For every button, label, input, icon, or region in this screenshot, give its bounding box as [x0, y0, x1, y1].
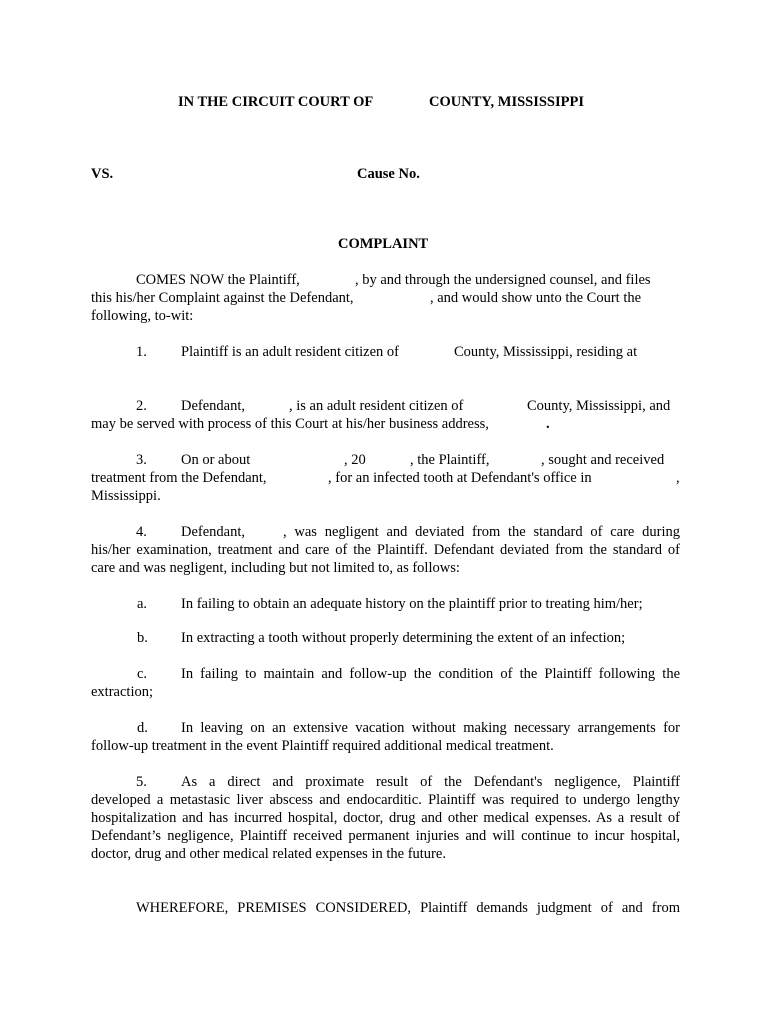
para-1-number: 1. — [136, 344, 147, 360]
item-c-letter: c. — [137, 666, 148, 682]
para-5-line-1: As a direct and proximate result of the Defendant's negligence, Plaintiff — [181, 774, 680, 790]
versus-label: VS. — [91, 166, 114, 182]
cause-number-label: Cause No. — [357, 166, 420, 182]
para-3-line-1a: On or about — [181, 452, 251, 468]
item-d-line-1: In leaving on an extensive vacation without making necessary arrangements for — [181, 720, 680, 736]
para-1-text-a: Plaintiff is an adult resident citizen of — [181, 344, 399, 360]
para-2-line-1c: County, Mississippi, and — [527, 398, 671, 414]
para-4-line-1a: Defendant, — [181, 524, 246, 540]
intro-line-2b: , and would show unto the Court the — [430, 290, 642, 306]
para-3-line-3: Mississippi. — [91, 488, 161, 504]
para-2-line-2b: . — [546, 416, 550, 432]
para-5-line-4: Defendant’s negligence, Plaintiff received permanent injuries and will continue to incur hospital, — [91, 828, 680, 844]
para-3-line-2b: , for an infected tooth at Defendant's office in — [328, 470, 592, 486]
item-a-letter: a. — [137, 596, 148, 612]
para-3-line-1c: , the Plaintiff, — [410, 452, 490, 468]
para-3-line-1d: , sought and received — [541, 452, 665, 468]
para-1-text-b: County, Mississippi, residing at — [454, 344, 638, 360]
para-2-line-1b: , is an adult resident citizen of — [289, 398, 464, 414]
item-b-text: In extracting a tooth without properly determining the extent of an infection; — [181, 630, 626, 646]
item-d-line-2: follow-up treatment in the event Plaintiff required additional medical treatment. — [91, 738, 554, 754]
para-3-line-2c: , — [676, 470, 680, 486]
para-2-line-1a: Defendant, — [181, 398, 246, 414]
para-5-line-2: developed a metastasic liver abscess and endocarditic. Plaintiff was required to undergo lengthy — [91, 792, 680, 808]
court-heading-left: IN THE CIRCUIT COURT OF — [178, 94, 374, 110]
para-4-line-1b: , was negligent and deviated from the standard of care during — [283, 524, 680, 540]
intro-line-3: following, to-wit: — [91, 308, 194, 324]
para-3-line-1b: , 20 — [344, 452, 366, 468]
para-5-number: 5. — [136, 774, 147, 790]
intro-line-1a: COMES NOW the Plaintiff, — [136, 272, 300, 288]
para-4-number: 4. — [136, 524, 147, 540]
para-5-line-3: hospitalization and has incurred hospital, doctor, drug and other medical expenses. As a result of — [91, 810, 680, 826]
intro-line-1b: , by and through the undersigned counsel, and files — [355, 272, 651, 288]
item-b-letter: b. — [137, 630, 148, 646]
item-c-line-1: In failing to maintain and follow-up the condition of the Plaintiff following the — [181, 666, 680, 682]
document-title: COMPLAINT — [338, 236, 429, 252]
para-2-line-2a: may be served with process of this Court at his/her business address, — [91, 416, 489, 432]
item-c-line-2: extraction; — [91, 684, 154, 700]
para-3-line-2a: treatment from the Defendant, — [91, 470, 267, 486]
wherefore-clause: WHEREFORE, PREMISES CONSIDERED, Plaintiff demands judgment of and from — [136, 900, 680, 916]
item-a-text: In failing to obtain an adequate history on the plaintiff prior to treating him/her; — [181, 596, 643, 612]
para-3-number: 3. — [136, 452, 147, 468]
para-4-line-3: care and was negligent, including but not limited to, as follows: — [91, 560, 460, 576]
para-5-line-5: doctor, drug and other medical related expenses in the future. — [91, 846, 446, 862]
intro-line-2a: this his/her Complaint against the Defendant, — [91, 290, 354, 306]
para-2-number: 2. — [136, 398, 147, 414]
court-heading-right: COUNTY, MISSISSIPPI — [429, 94, 584, 110]
para-4-line-2: his/her examination, treatment and care of the Plaintiff. Defendant deviated from the standard of — [91, 542, 680, 558]
item-d-letter: d. — [137, 720, 148, 736]
